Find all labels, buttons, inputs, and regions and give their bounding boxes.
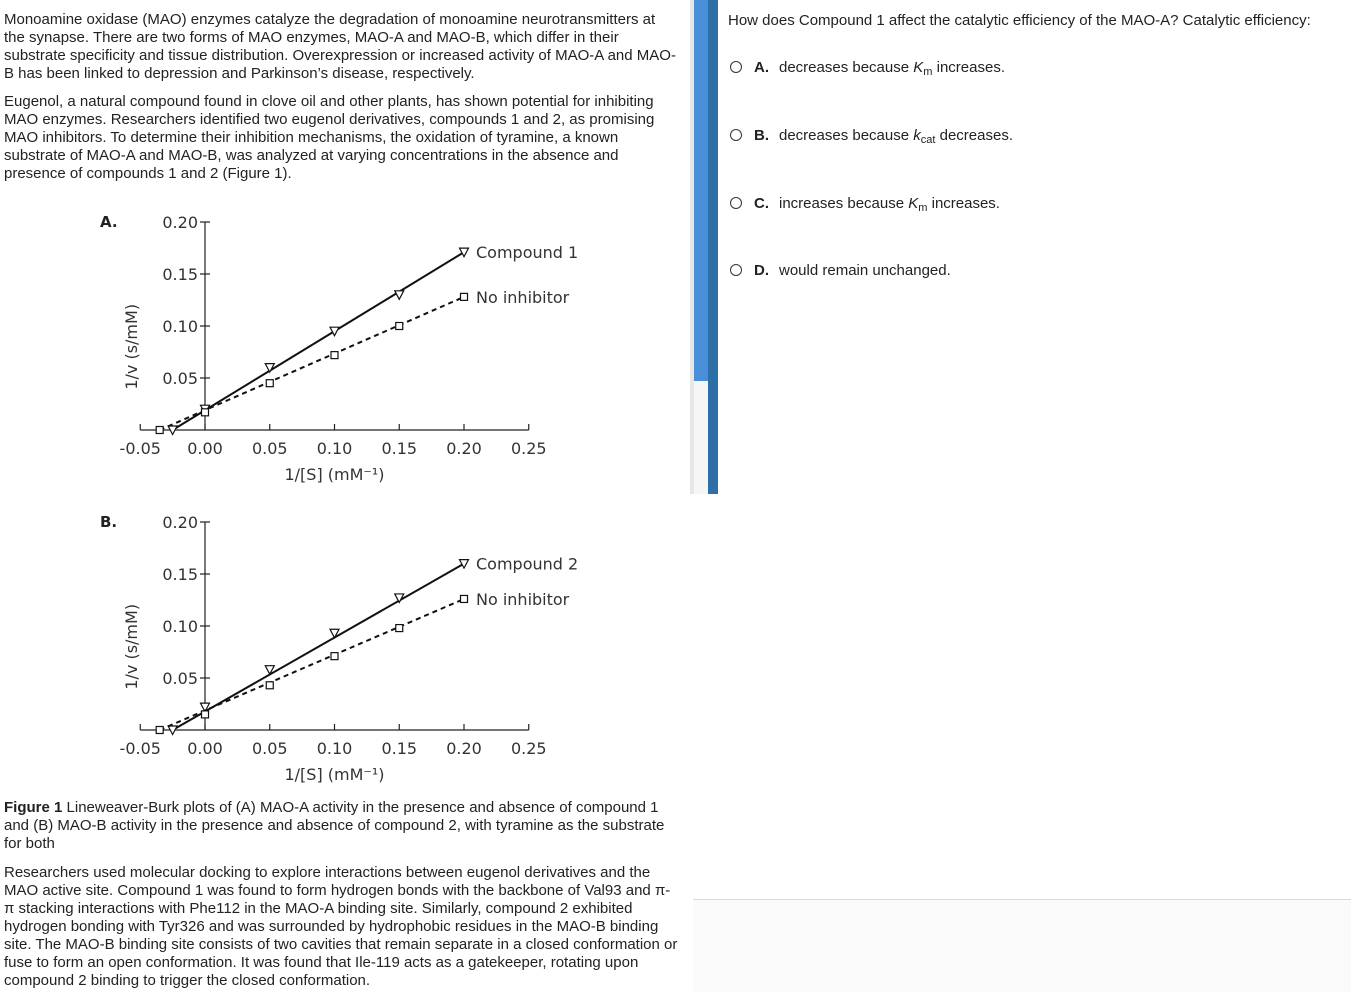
legend-square-marker bbox=[461, 595, 468, 602]
square-marker bbox=[202, 711, 209, 718]
option-text: increases because $K_m$ increases. bbox=[779, 194, 1000, 214]
series-label: No inhibitor bbox=[476, 589, 570, 609]
option-letter: A. bbox=[754, 58, 769, 76]
bottom-panel bbox=[693, 900, 1351, 992]
x-tick-label: 0.10 bbox=[316, 439, 353, 458]
answer-option-d[interactable] bbox=[730, 259, 951, 281]
y-axis-title: 1/v (s/mM) bbox=[122, 303, 141, 390]
x-tick-label: 0.15 bbox=[381, 739, 418, 758]
figure-caption-text: Lineweaver-Burk plots of (A) MAO-A activity in the presence and absence of compound 1 and (B) MAO-B activity in the presence and absence of compound 2, with tyramine as the substrate for both bbox=[4, 799, 665, 852]
passage-paragraph-3: Researchers used molecular docking to explore interactions between eugenol derivatives and the MAO active site. Compound 1 was found to form hydrogen bonds with the backbone of Val93 and π-π stacking interactions with Phe112 in the MAO-A binding site. Similarly, compound 2 exhibited hydrogen bonding with Tyr326 and was surrounded by hydrophobic residues in the MAO-B binding site. The MAO-B binding site consists of two cavities that remain separate in a closed conformation or fuse to form an open conformation. It was found that Ile-119 acts as a gatekeeper, rotating upon compound 2 binding to trigger the closed conformation. bbox=[4, 864, 678, 989]
figure-caption bbox=[4, 799, 680, 853]
pane-divider-handle[interactable] bbox=[708, 0, 718, 494]
square-marker bbox=[266, 380, 273, 387]
scrollbar-thumb[interactable] bbox=[694, 0, 708, 381]
square-marker bbox=[156, 427, 163, 434]
square-marker bbox=[331, 653, 338, 660]
legend-triangle-marker bbox=[460, 560, 469, 569]
square-marker bbox=[396, 625, 403, 632]
square-marker bbox=[396, 323, 403, 330]
x-tick-label: 0.15 bbox=[381, 439, 418, 458]
square-marker bbox=[202, 409, 209, 416]
answer-option-b[interactable] bbox=[730, 124, 1013, 146]
option-letter: B. bbox=[754, 126, 769, 144]
x-tick-label: 0.20 bbox=[446, 439, 482, 458]
figure-1a-svg bbox=[92, 200, 612, 490]
series-line-triangle bbox=[173, 564, 464, 730]
figure-1b-svg bbox=[92, 500, 612, 790]
series-label: Compound 1 bbox=[476, 243, 579, 263]
radio-button[interactable] bbox=[730, 129, 742, 141]
x-tick-label: 0.05 bbox=[251, 739, 288, 758]
y-tick-label: 0.05 bbox=[162, 369, 198, 388]
option-letter: C. bbox=[754, 194, 769, 212]
x-tick-label: 0.25 bbox=[510, 739, 547, 758]
y-tick-label: 0.20 bbox=[162, 513, 198, 532]
question-stem: How does Compound 1 affect the catalytic efficiency of the MAO-A? Catalytic efficiency: bbox=[728, 12, 1311, 29]
y-tick-label: 0.15 bbox=[162, 565, 198, 584]
option-text: would remain unchanged. bbox=[779, 261, 951, 279]
answer-option-a[interactable] bbox=[730, 56, 1005, 78]
option-text: decreases because $K_m$ increases. bbox=[779, 58, 1005, 78]
series-line-triangle bbox=[173, 252, 464, 430]
square-marker bbox=[156, 727, 163, 734]
radio-button[interactable] bbox=[730, 264, 742, 276]
triangle-marker bbox=[330, 327, 339, 336]
x-axis-title: 1/[S] (mM⁻¹) bbox=[284, 765, 385, 784]
x-tick-label: 0.25 bbox=[510, 439, 547, 458]
option-text: decreases because $k_{cat}$ decreases. bbox=[779, 126, 1013, 146]
y-tick-label: 0.20 bbox=[162, 213, 198, 232]
option-letter: D. bbox=[754, 261, 769, 279]
radio-button[interactable] bbox=[730, 197, 742, 209]
legend-square-marker bbox=[461, 293, 468, 300]
passage-scrollbar[interactable] bbox=[694, 0, 708, 494]
figure-1b-chart bbox=[92, 500, 612, 790]
y-tick-label: 0.10 bbox=[162, 317, 198, 336]
x-tick-label: -0.05 bbox=[119, 439, 161, 458]
figure-caption-label: Figure 1 bbox=[4, 799, 63, 816]
series-label: No inhibitor bbox=[476, 287, 570, 307]
square-marker bbox=[331, 352, 338, 359]
legend-triangle-marker bbox=[460, 248, 469, 257]
x-tick-label: 0.10 bbox=[316, 739, 353, 758]
square-marker bbox=[266, 682, 273, 689]
passage-paragraph-1: Monoamine oxidase (MAO) enzymes catalyze the degradation of monoamine neurotransmitters at the synapse. There are two forms of MAO enzymes, MAO-A and MAO-B, which differ in their substrate specificity and tissue distribution. Overexpression or increased activity of MAO-A and MAO-B has been linked to depression and Parkinson’s disease, respectively. bbox=[4, 11, 676, 82]
x-axis-title: 1/[S] (mM⁻¹) bbox=[284, 465, 385, 484]
radio-button[interactable] bbox=[730, 61, 742, 73]
x-tick-label: 0.00 bbox=[187, 439, 223, 458]
answer-option-c[interactable] bbox=[730, 192, 1000, 214]
y-tick-label: 0.05 bbox=[162, 669, 198, 688]
x-tick-label: 0.20 bbox=[446, 739, 482, 758]
panel-label: B. bbox=[100, 513, 118, 531]
x-tick-label: 0.00 bbox=[187, 739, 223, 758]
y-tick-label: 0.10 bbox=[162, 617, 198, 636]
passage-paragraph-2: Eugenol, a natural compound found in clove oil and other plants, has shown potential for inhibiting MAO enzymes. Researchers identified two eugenol derivatives, compounds 1 and 2, as promising MAO inhibitors. To determine their inhibition mechanisms, the oxidation of tyramine, a known substrate of MAO-A and MAO-B, was analyzed at varying concentrations in the absence and presence of compounds 1 and 2 (Figure 1). bbox=[4, 93, 655, 182]
x-tick-label: 0.05 bbox=[251, 439, 288, 458]
y-tick-label: 0.15 bbox=[162, 265, 198, 284]
triangle-marker bbox=[395, 291, 404, 300]
x-tick-label: -0.05 bbox=[119, 739, 161, 758]
panel-label: A. bbox=[100, 213, 118, 231]
series-label: Compound 2 bbox=[476, 554, 579, 574]
figure-1a-chart bbox=[92, 200, 612, 490]
y-axis-title: 1/v (s/mM) bbox=[122, 603, 141, 690]
